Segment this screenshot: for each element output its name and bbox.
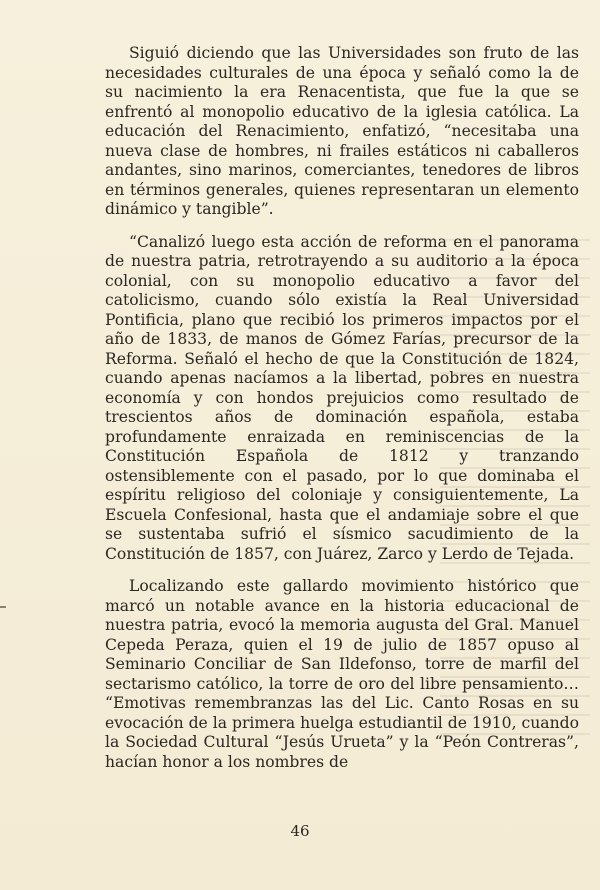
- paragraph-3: Localizando este gallardo movimiento histórico que marcó un notable avance en la historia educacional de nuestra patria, evocó la memoria augusta del Gral. Manuel Cepeda Peraza, quien el 19 de julio de 1857 opuso al Seminario Conciliar de San Ildefonso, torre de marfil del sectarismo católico, la torre de oro del libre pensamiento… “Emotivas remembranzas las del Lic. Canto Rosas en su evocación de la primera huelga estudiantil de 1910, cuando la Sociedad Cultural “Jesús Urueta” y la “Peón Contreras”, hacían honor a los nombres de: [105, 577, 579, 771]
- paragraph-1: Siguió diciendo que las Universidades son fruto de las necesidades culturales de una época y señaló como la de su nacimiento la era Renacentista, que fue la que se enfrentó al monopolio educativo de la iglesia católica. La educación del Renacimiento, enfatizó, “necesitaba una nueva clase de hombres, ni frailes estáticos ni caballeros andantes, sino marinos, comerciantes, tenedores de libros en términos generales, quienes representaran un elemento dinámico y tangible”.: [105, 44, 579, 218]
- page-edge-mark: [0, 606, 6, 608]
- body-text: [105, 44, 579, 772]
- paragraph-2: “Canalizó luego esta acción de reforma en el panorama de nuestra patria, retrotrayendo a su auditorio a la época colonial, con su monopolio educativo a favor del catolicismo, cuando sólo existía la Real Universidad Pontificia, plano que recibió los primeros impactos por el año de 1833, de manos de Gómez Farías, precursor de la Reforma. Señaló el hecho de que la Constitución de 1824, cuando apenas nacíamos a la libertad, pobres en nuestra economía y con hondos prejuicios como resultado de trescientos años de dominación española, estaba profundamente enraizada en reminiscencias de la Constitución Española de 1812 y tranzando ostensiblemente con el pasado, por lo que dominaba el espíritu religioso del coloniaje y consiguientemente, La Escuela Confesional, hasta que el andamiaje sobre el que se sustentaba sufrió el sísmico sacudimiento de la Constitución de 1857, con Juárez, Zarco y Lerdo de Tejada.: [105, 232, 579, 563]
- page-number: 46: [290, 822, 310, 840]
